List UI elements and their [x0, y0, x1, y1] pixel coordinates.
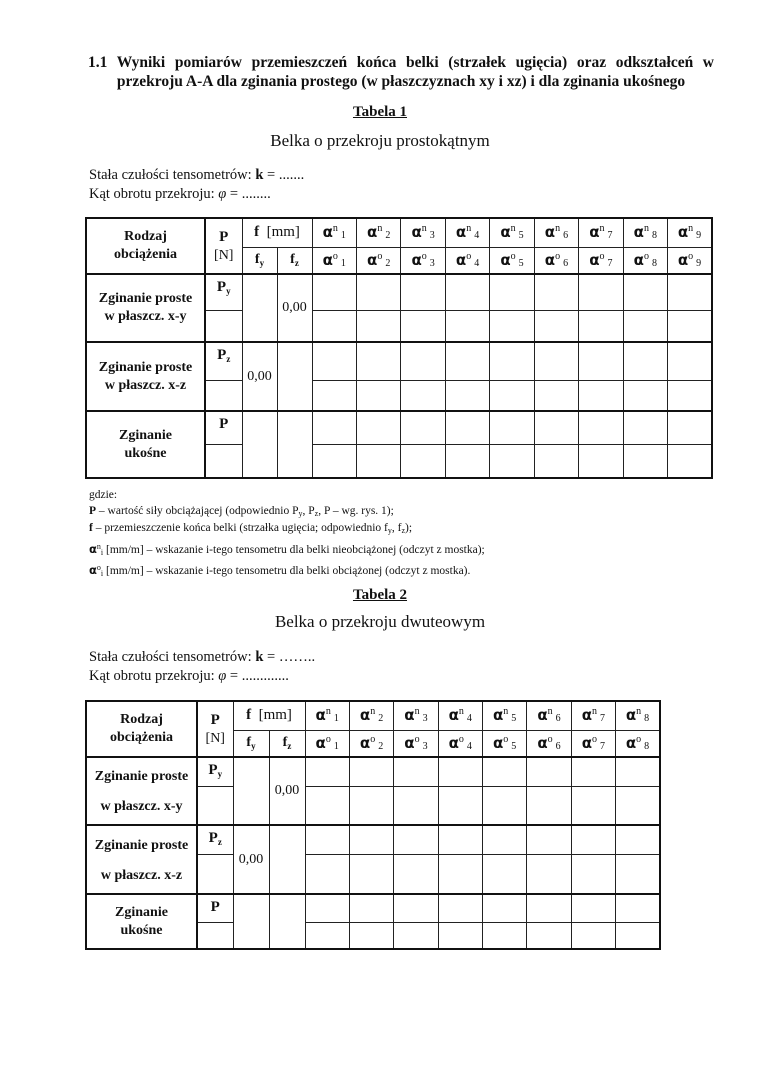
- alpha-n-cell[interactable]: [394, 825, 438, 854]
- alpha-o-cell[interactable]: [401, 444, 445, 478]
- row-force: $P_y$: [205, 274, 242, 310]
- alpha-n-cell[interactable]: [482, 825, 526, 854]
- header-load-type: Rodzaj obciążenia: [86, 701, 197, 757]
- legend-item-alpha-n: $\alpha^ni$ [mm/m] – wskazanie i-tego tensometru dla belki nieobciążonej (odczyt z mostka);: [89, 541, 485, 557]
- row-fy-value[interactable]: [233, 757, 269, 825]
- header-alpha-o-6: $\alpha^o6$: [534, 247, 578, 274]
- alpha-n-cell[interactable]: [401, 411, 445, 444]
- angle-symbol: φ: [218, 186, 227, 202]
- alpha-n-cell[interactable]: [305, 825, 349, 854]
- alpha-n-cell[interactable]: [349, 825, 393, 854]
- alpha-o-cell[interactable]: [312, 380, 356, 411]
- row-label: Zginanie proste w płaszcz. x-z: [86, 342, 205, 411]
- angle-label: Kąt obrotu przekroju:: [89, 186, 219, 202]
- section-heading: [88, 53, 714, 91]
- table1-angle: [89, 185, 271, 203]
- alpha-n-cell[interactable]: [438, 825, 482, 854]
- row-force-value[interactable]: [205, 380, 242, 411]
- header-load-type: Rodzaj obciążenia: [86, 218, 205, 274]
- header-alpha-o-1: $\alpha^o1$: [312, 247, 356, 274]
- alpha-o-cell[interactable]: [305, 786, 349, 825]
- header-force: P [N]: [205, 218, 242, 274]
- alpha-n-cell[interactable]: [356, 274, 400, 310]
- alpha-o-cell[interactable]: [445, 444, 489, 478]
- row-force: $P_y$: [197, 757, 233, 786]
- alpha-n-cell[interactable]: [305, 757, 349, 786]
- header-alpha-n-1: $\alpha^n1$: [312, 218, 356, 247]
- alpha-n-cell[interactable]: [534, 411, 578, 444]
- header-alpha-o-5: $\alpha^o5$: [482, 730, 526, 757]
- alpha-n-cell[interactable]: [445, 411, 489, 444]
- alpha-n-cell[interactable]: [312, 274, 356, 310]
- section-heading-line1: 1.1 Wyniki pomiarów przemieszczeń końca belki (strzałek ugięcia) oraz odkształceń w: [88, 54, 714, 71]
- table-row: [86, 274, 712, 310]
- alpha-o-cell[interactable]: [623, 444, 667, 478]
- alpha-o-cell[interactable]: [445, 310, 489, 342]
- alpha-n-cell[interactable]: [579, 411, 623, 444]
- table1-subtitle: Belka o przekroju prostokątnym: [270, 131, 490, 150]
- table-row: [86, 894, 660, 922]
- alpha-n-cell[interactable]: [445, 342, 489, 380]
- alpha-o-cell[interactable]: [401, 310, 445, 342]
- table2-title: Tabela 2: [352, 587, 408, 603]
- alpha-o-cell[interactable]: [356, 380, 400, 411]
- angle-symbol: φ: [218, 668, 227, 684]
- alpha-o-cell[interactable]: [571, 786, 615, 825]
- alpha-n-cell[interactable]: [623, 411, 667, 444]
- header-alpha-o-7: $\alpha^o7$: [571, 730, 615, 757]
- sensitivity-symbol: k: [255, 167, 264, 183]
- alpha-n-cell[interactable]: [571, 825, 615, 854]
- alpha-n-cell[interactable]: [305, 894, 349, 922]
- table1: [85, 217, 713, 479]
- row-fz-value[interactable]: 0,00: [277, 274, 312, 342]
- alpha-o-cell[interactable]: [482, 922, 526, 949]
- alpha-o-cell[interactable]: [527, 922, 571, 949]
- alpha-o-cell[interactable]: [490, 380, 534, 411]
- alpha-n-cell[interactable]: [349, 757, 393, 786]
- header-displacement: f [mm]: [242, 218, 312, 247]
- alpha-n-cell[interactable]: [527, 757, 571, 786]
- alpha-n-cell[interactable]: [490, 342, 534, 380]
- alpha-o-cell[interactable]: [305, 854, 349, 894]
- alpha-n-cell[interactable]: [394, 894, 438, 922]
- angle-value: = ........: [226, 186, 271, 202]
- header-alpha-n-4: $\alpha^n4$: [438, 701, 482, 730]
- header-alpha-n-2: $\alpha^n2$: [349, 701, 393, 730]
- alpha-o-cell[interactable]: [490, 310, 534, 342]
- header-alpha-n-7: $\alpha^n7$: [571, 701, 615, 730]
- alpha-n-cell[interactable]: [623, 274, 667, 310]
- header-alpha-o-3: $\alpha^o3$: [401, 247, 445, 274]
- row-force: P: [197, 894, 233, 922]
- header-alpha-n-9: $\alpha^n9$: [668, 218, 712, 247]
- row-label: Zginanie ukośne: [86, 894, 197, 949]
- header-alpha-n-6: $\alpha^n6$: [527, 701, 571, 730]
- alpha-o-cell[interactable]: [356, 444, 400, 478]
- alpha-o-cell[interactable]: [527, 786, 571, 825]
- row-fy-value[interactable]: [242, 274, 277, 342]
- header-alpha-o-9: $\alpha^o9$: [668, 247, 712, 274]
- header-alpha-o-8: $\alpha^o8$: [616, 730, 660, 757]
- table2-sensitivity: [89, 648, 315, 666]
- table-row: [86, 825, 660, 854]
- alpha-o-cell[interactable]: [534, 380, 578, 411]
- row-force-value[interactable]: [205, 444, 242, 478]
- alpha-o-cell[interactable]: [349, 786, 393, 825]
- header-alpha-n-3: $\alpha^n3$: [401, 218, 445, 247]
- alpha-o-cell[interactable]: [579, 380, 623, 411]
- alpha-o-cell[interactable]: [534, 444, 578, 478]
- alpha-o-cell[interactable]: [349, 854, 393, 894]
- header-alpha-o-3: $\alpha^o3$: [394, 730, 438, 757]
- header-alpha-n-1: $\alpha^n1$: [305, 701, 349, 730]
- alpha-o-cell[interactable]: [534, 310, 578, 342]
- alpha-n-cell[interactable]: [394, 757, 438, 786]
- alpha-n-cell[interactable]: [571, 757, 615, 786]
- alpha-n-cell[interactable]: [482, 757, 526, 786]
- sensitivity-symbol: k: [255, 649, 264, 665]
- alpha-o-cell[interactable]: [579, 444, 623, 478]
- header-alpha-o-4: $\alpha^o4$: [438, 730, 482, 757]
- sensitivity-value: = .......: [263, 167, 305, 183]
- header-alpha-o-2: $\alpha^o2$: [356, 247, 400, 274]
- header-alpha-n-4: $\alpha^n4$: [445, 218, 489, 247]
- header-alpha-n-2: $\alpha^n2$: [356, 218, 400, 247]
- alpha-n-cell[interactable]: [668, 274, 712, 310]
- legend-item-f: f – przemieszczenie końca belki (strzałka ugięcia; odpowiednio fy, fz);: [89, 522, 413, 535]
- alpha-o-cell[interactable]: [401, 380, 445, 411]
- header-alpha-o-4: $\alpha^o4$: [445, 247, 489, 274]
- header-alpha-o-1: $\alpha^o1$: [305, 730, 349, 757]
- alpha-o-cell[interactable]: [305, 922, 349, 949]
- table-row: [86, 342, 712, 380]
- table1-sensitivity: [89, 166, 304, 184]
- header-fz: $f_z$: [277, 247, 312, 274]
- row-fz-value[interactable]: [269, 825, 305, 894]
- alpha-o-cell[interactable]: [438, 922, 482, 949]
- alpha-n-cell[interactable]: [579, 274, 623, 310]
- alpha-o-cell[interactable]: [571, 922, 615, 949]
- row-fz-value[interactable]: 0,00: [269, 757, 305, 825]
- row-fy-value[interactable]: [242, 411, 277, 478]
- header-alpha-n-5: $\alpha^n5$: [490, 218, 534, 247]
- row-label: Zginanie ukośne: [86, 411, 205, 478]
- alpha-n-cell[interactable]: [445, 274, 489, 310]
- header-alpha-n-5: $\alpha^n5$: [482, 701, 526, 730]
- table2-angle: [89, 667, 289, 685]
- alpha-n-cell[interactable]: [438, 894, 482, 922]
- alpha-o-cell[interactable]: [668, 380, 712, 411]
- row-fz-value[interactable]: [277, 342, 312, 411]
- header-alpha-o-7: $\alpha^o7$: [579, 247, 623, 274]
- section-heading-line2: przekroju A-A dla zginania prostego (w płaszczyznach xy i xz) i dla zginania ukośnego: [116, 73, 686, 90]
- alpha-o-cell[interactable]: [394, 786, 438, 825]
- alpha-n-cell[interactable]: [623, 342, 667, 380]
- table-row: [86, 411, 712, 444]
- alpha-n-cell[interactable]: [616, 894, 660, 922]
- table1-title: Tabela 1: [352, 104, 408, 120]
- alpha-n-cell[interactable]: [616, 757, 660, 786]
- sensitivity-label: Stała czułości tensometrów:: [89, 167, 256, 183]
- header-alpha-o-2: $\alpha^o2$: [349, 730, 393, 757]
- alpha-n-cell[interactable]: [527, 825, 571, 854]
- header-force: P [N]: [197, 701, 233, 757]
- alpha-o-cell[interactable]: [349, 922, 393, 949]
- alpha-o-cell[interactable]: [527, 854, 571, 894]
- header-displacement: f [mm]: [233, 701, 305, 730]
- row-force-value[interactable]: [197, 854, 233, 894]
- alpha-o-cell[interactable]: [490, 444, 534, 478]
- header-alpha-o-8: $\alpha^o8$: [623, 247, 667, 274]
- row-fy-value[interactable]: 0,00: [233, 825, 269, 894]
- header-fz: $f_z$: [269, 730, 305, 757]
- angle-value: = .............: [226, 668, 289, 684]
- table2: [85, 700, 661, 950]
- sensitivity-label: Stała czułości tensometrów:: [89, 649, 256, 665]
- alpha-n-cell[interactable]: [356, 411, 400, 444]
- sensitivity-value: = ……..: [263, 649, 316, 665]
- row-label: Zginanie proste w płaszcz. x-y: [86, 274, 205, 342]
- header-alpha-n-3: $\alpha^n3$: [394, 701, 438, 730]
- alpha-n-cell[interactable]: [490, 411, 534, 444]
- alpha-o-cell[interactable]: [616, 786, 660, 825]
- alpha-n-cell[interactable]: [438, 757, 482, 786]
- alpha-n-cell[interactable]: [401, 274, 445, 310]
- alpha-o-cell[interactable]: [394, 854, 438, 894]
- table-row: [86, 757, 660, 786]
- alpha-o-cell[interactable]: [616, 854, 660, 894]
- alpha-n-cell[interactable]: [490, 274, 534, 310]
- alpha-n-cell[interactable]: [527, 894, 571, 922]
- angle-label: Kąt obrotu przekroju:: [89, 668, 219, 684]
- legend-item-p: P – wartość siły obciążającej (odpowiednio Py, Pz, P – wg. rys. 1);: [89, 504, 394, 518]
- alpha-o-cell[interactable]: [356, 310, 400, 342]
- legend-intro: gdzie:: [89, 489, 118, 501]
- row-force: P: [205, 411, 242, 444]
- header-alpha-n-7: $\alpha^n7$: [579, 218, 623, 247]
- header-alpha-n-6: $\alpha^n6$: [534, 218, 578, 247]
- header-alpha-n-8: $\alpha^n8$: [623, 218, 667, 247]
- alpha-o-cell[interactable]: [623, 380, 667, 411]
- alpha-o-cell[interactable]: [579, 310, 623, 342]
- alpha-n-cell[interactable]: [668, 342, 712, 380]
- alpha-o-cell[interactable]: [571, 854, 615, 894]
- row-fy-value[interactable]: 0,00: [242, 342, 277, 411]
- header-fy: $f_y$: [233, 730, 269, 757]
- row-force: $P_z$: [197, 825, 233, 854]
- alpha-n-cell[interactable]: [534, 342, 578, 380]
- row-fz-value[interactable]: [277, 411, 312, 478]
- alpha-o-cell[interactable]: [482, 786, 526, 825]
- alpha-n-cell[interactable]: [401, 342, 445, 380]
- row-label: Zginanie proste w płaszcz. x-z: [86, 825, 197, 894]
- row-fy-value[interactable]: [233, 894, 269, 949]
- row-force-value[interactable]: [197, 786, 233, 825]
- alpha-n-cell[interactable]: [356, 342, 400, 380]
- alpha-o-cell[interactable]: [312, 310, 356, 342]
- alpha-n-cell[interactable]: [571, 894, 615, 922]
- row-label: Zginanie proste w płaszcz. x-y: [86, 757, 197, 825]
- alpha-n-cell[interactable]: [482, 894, 526, 922]
- row-force: $P_z$: [205, 342, 242, 380]
- alpha-o-cell[interactable]: [482, 854, 526, 894]
- alpha-n-cell[interactable]: [579, 342, 623, 380]
- alpha-o-cell[interactable]: [623, 310, 667, 342]
- table2-subtitle: Belka o przekroju dwuteowym: [274, 612, 486, 631]
- alpha-n-cell[interactable]: [349, 894, 393, 922]
- alpha-n-cell[interactable]: [668, 411, 712, 444]
- legend: [89, 488, 485, 582]
- alpha-n-cell[interactable]: [312, 342, 356, 380]
- alpha-n-cell[interactable]: [534, 274, 578, 310]
- header-fy: $f_y$: [242, 247, 277, 274]
- row-force-value[interactable]: [205, 310, 242, 342]
- alpha-o-cell[interactable]: [445, 380, 489, 411]
- alpha-o-cell[interactable]: [668, 310, 712, 342]
- alpha-n-cell[interactable]: [312, 411, 356, 444]
- header-alpha-n-8: $\alpha^n8$: [616, 701, 660, 730]
- header-alpha-o-5: $\alpha^o5$: [490, 247, 534, 274]
- legend-item-alpha-o: $\alpha^oi$ [mm/m] – wskazanie i-tego tensometru dla belki obciążonej (odczyt z mostka).: [89, 563, 471, 578]
- alpha-o-cell[interactable]: [438, 854, 482, 894]
- alpha-o-cell[interactable]: [668, 444, 712, 478]
- alpha-o-cell[interactable]: [616, 922, 660, 949]
- alpha-n-cell[interactable]: [616, 825, 660, 854]
- row-force-value[interactable]: [197, 922, 233, 949]
- alpha-o-cell[interactable]: [438, 786, 482, 825]
- alpha-o-cell[interactable]: [312, 444, 356, 478]
- header-alpha-o-6: $\alpha^o6$: [527, 730, 571, 757]
- alpha-o-cell[interactable]: [394, 922, 438, 949]
- row-fz-value[interactable]: [269, 894, 305, 949]
